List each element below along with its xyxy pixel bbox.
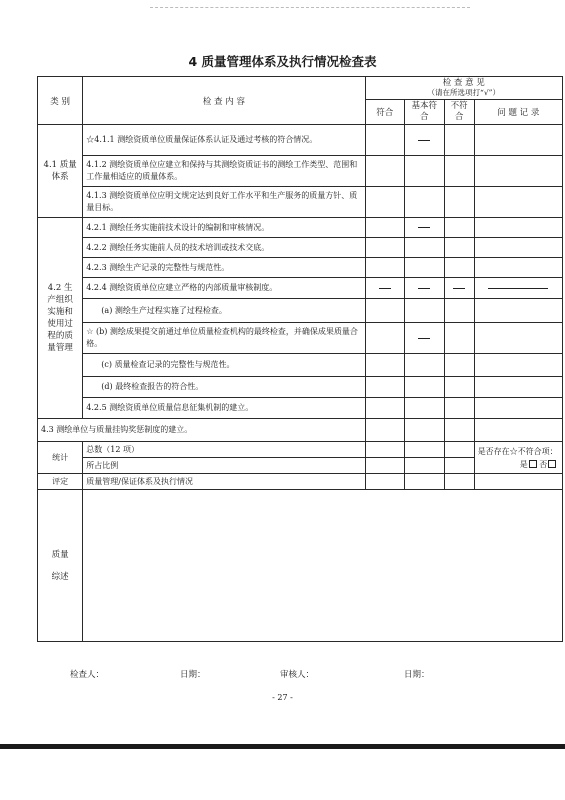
cell-notcomply[interactable] — [444, 354, 474, 377]
cell-basic[interactable] — [405, 218, 444, 238]
cell-basic[interactable] — [405, 398, 444, 419]
star-noncomply-note — [474, 442, 562, 474]
cell-comply[interactable] — [365, 398, 404, 419]
no-label: 否 — [539, 459, 548, 469]
category-4-1: 4.1 质量体系 — [38, 125, 83, 218]
cell-basic[interactable] — [405, 125, 444, 156]
cell-basic[interactable] — [405, 474, 444, 490]
table-row — [38, 187, 563, 218]
cell-notcomply[interactable] — [444, 398, 474, 419]
dash-mark — [418, 288, 430, 289]
table-row — [38, 299, 563, 323]
summary-label-text: 质量综述 — [51, 549, 69, 582]
evaluation-row — [38, 474, 563, 490]
item-4-2-4-d: (d) 最终检查报告的符合性。 — [83, 377, 365, 398]
category-4-2-label: 4.2 生产组织实施和使用过程的质量管理 — [47, 283, 73, 353]
header-content: 检 查 内 容 — [83, 77, 365, 125]
stats-row-total — [38, 442, 563, 458]
stats-label: 统计 — [38, 442, 83, 474]
date1-label: 日期： — [180, 670, 206, 680]
cell-basic[interactable] — [405, 377, 444, 398]
cell-basic[interactable] — [405, 238, 444, 258]
cell-basic[interactable] — [405, 299, 444, 323]
header-not-comply: 不符合 — [444, 100, 474, 125]
reviewer-label: 审核人： — [280, 670, 315, 680]
cell-issue[interactable] — [474, 398, 562, 419]
inspection-table — [37, 76, 563, 642]
stats-ratio: 所占比例 — [83, 458, 365, 474]
cell-comply[interactable] — [365, 442, 404, 458]
no-option[interactable] — [539, 460, 556, 469]
table-row — [38, 218, 563, 238]
no-checkbox[interactable] — [548, 460, 556, 468]
cell-notcomply[interactable] — [444, 458, 474, 474]
cell-basic[interactable] — [405, 323, 444, 354]
cell-notcomply[interactable] — [444, 299, 474, 323]
item-4-2-1: 4.2.1 测绘任务实施前技术设计的编制和审核情况。 — [83, 218, 365, 238]
cell-issue[interactable] — [474, 299, 562, 323]
cell-comply[interactable] — [365, 474, 404, 490]
cell-comply[interactable] — [365, 125, 404, 156]
table-row — [38, 323, 563, 354]
table-row — [38, 156, 563, 187]
cell-basic[interactable] — [405, 354, 444, 377]
table-row — [38, 398, 563, 419]
dash-mark-wide — [488, 288, 548, 289]
cell-comply[interactable] — [365, 419, 404, 442]
cell-comply[interactable] — [365, 354, 404, 377]
cell-notcomply[interactable] — [444, 238, 474, 258]
table-row — [38, 278, 563, 299]
header-comply: 符合 — [365, 100, 404, 125]
cell-basic[interactable] — [405, 419, 444, 442]
header-issue-record: 问 题 记 录 — [474, 100, 562, 125]
date2-label: 日期： — [404, 670, 430, 680]
item-4-1-1: ☆4.1.1 测绘资质单位质量保证体系认证及通过考核的符合情况。 — [83, 125, 365, 156]
table-row — [38, 419, 563, 442]
cell-issue[interactable] — [474, 238, 562, 258]
cell-comply[interactable] — [365, 458, 404, 474]
dash-mark — [453, 288, 465, 289]
cell-basic[interactable] — [405, 258, 444, 278]
cell-issue[interactable] — [474, 125, 562, 156]
inspector-label: 检查人： — [70, 670, 105, 680]
stats-total: 总数（12 项） — [83, 442, 365, 458]
item-4-2-4-a: (a) 测绘生产过程实施了过程检查。 — [83, 299, 365, 323]
item-4-2-5: 4.2.5 测绘资质单位质量信息征集机制的建立。 — [83, 398, 365, 419]
item-4-2-2: 4.2.2 测绘任务实施前人员的技术培训或技术交底。 — [83, 238, 365, 258]
summary-label — [38, 490, 83, 642]
cell-comply[interactable] — [365, 323, 404, 354]
cell-basic[interactable] — [405, 458, 444, 474]
cell-basic[interactable] — [405, 187, 444, 218]
evaluation-label: 评定 — [38, 474, 83, 490]
dash-mark — [418, 338, 430, 339]
cell-issue[interactable] — [474, 187, 562, 218]
dash-mark — [379, 288, 391, 289]
cell-comply[interactable] — [365, 258, 404, 278]
cell-issue[interactable] — [474, 474, 562, 490]
page-number: - 27 - — [272, 693, 293, 702]
cell-notcomply[interactable] — [444, 187, 474, 218]
cell-notcomply[interactable] — [444, 419, 474, 442]
yes-label: 是 — [519, 459, 528, 469]
yes-option[interactable] — [478, 460, 537, 469]
header-opinion-note: （请在所选项打“√”） — [427, 88, 500, 97]
cell-issue[interactable] — [474, 278, 562, 299]
category-4-2 — [38, 218, 83, 419]
cell-notcomply[interactable] — [444, 125, 474, 156]
table-row — [38, 258, 563, 278]
cell-notcomply[interactable] — [444, 278, 474, 299]
cell-comply[interactable] — [365, 238, 404, 258]
header-opinion-title: 检 查 意 见 — [442, 78, 485, 88]
summary-text-area[interactable] — [83, 490, 563, 642]
scan-bottom-bar — [0, 744, 565, 749]
cell-issue[interactable] — [474, 323, 562, 354]
item-4-1-3: 4.1.3 测绘资质单位应明文规定达到良好工作水平和生产服务的质量方针、质量目标。 — [83, 187, 365, 218]
cell-comply[interactable] — [365, 187, 404, 218]
page-title: 4 质量管理体系及执行情况检查表 — [188, 54, 377, 69]
dash-mark — [418, 140, 430, 141]
cell-issue[interactable] — [474, 156, 562, 187]
header-category: 类 别 — [38, 77, 83, 125]
cell-notcomply[interactable] — [444, 258, 474, 278]
cell-comply[interactable] — [365, 377, 404, 398]
table-row — [38, 238, 563, 258]
cell-basic[interactable] — [405, 278, 444, 299]
cell-comply[interactable] — [365, 218, 404, 238]
evaluation-text: 质量管理/保证体系及执行情况 — [83, 474, 365, 490]
table-row — [38, 125, 563, 156]
summary-row — [38, 490, 563, 642]
cell-issue[interactable] — [474, 354, 562, 377]
item-4-2-3: 4.2.3 测绘生产记录的完整性与规范性。 — [83, 258, 365, 278]
cell-basic[interactable] — [405, 442, 444, 458]
cell-comply[interactable] — [365, 278, 404, 299]
scan-artifact-line — [150, 7, 470, 8]
cell-comply[interactable] — [365, 156, 404, 187]
yes-checkbox[interactable] — [529, 460, 537, 468]
cell-notcomply[interactable] — [444, 323, 474, 354]
table-row — [38, 377, 563, 398]
cell-basic[interactable] — [405, 156, 444, 187]
cell-issue[interactable] — [474, 377, 562, 398]
header-opinion — [365, 77, 562, 100]
item-4-1-2: 4.1.2 测绘资质单位应建立和保持与其测绘资质证书的测绘工作类型、范围和工作量相适应的质量体系。 — [83, 156, 365, 187]
cell-notcomply[interactable] — [444, 156, 474, 187]
cell-issue[interactable] — [474, 419, 562, 442]
item-4-2-4-c: (c) 质量检查记录的完整性与规范性。 — [83, 354, 365, 377]
cell-issue[interactable] — [474, 218, 562, 238]
item-4-2-4-b: ☆ (b) 测绘成果提交前通过单位质量检查机构的最终检查，并确保成果质量合格。 — [83, 323, 365, 354]
cell-comply[interactable] — [365, 299, 404, 323]
cell-notcomply[interactable] — [444, 474, 474, 490]
header-basic-comply: 基本符合 — [405, 100, 444, 125]
star-noncomply-text: 是否存在☆不符合项： — [477, 446, 558, 456]
table-row — [38, 354, 563, 377]
cell-notcomply[interactable] — [444, 377, 474, 398]
cell-issue[interactable] — [474, 258, 562, 278]
header-row-1 — [38, 77, 563, 100]
cell-notcomply[interactable] — [444, 442, 474, 458]
item-4-2-4: 4.2.4 测绘资质单位应建立严格的内部质量审核制度。 — [83, 278, 365, 299]
item-4-3: 4.3 测绘单位与质量挂钩奖惩制度的建立。 — [38, 419, 366, 442]
dash-mark — [418, 227, 430, 228]
cell-notcomply[interactable] — [444, 218, 474, 238]
